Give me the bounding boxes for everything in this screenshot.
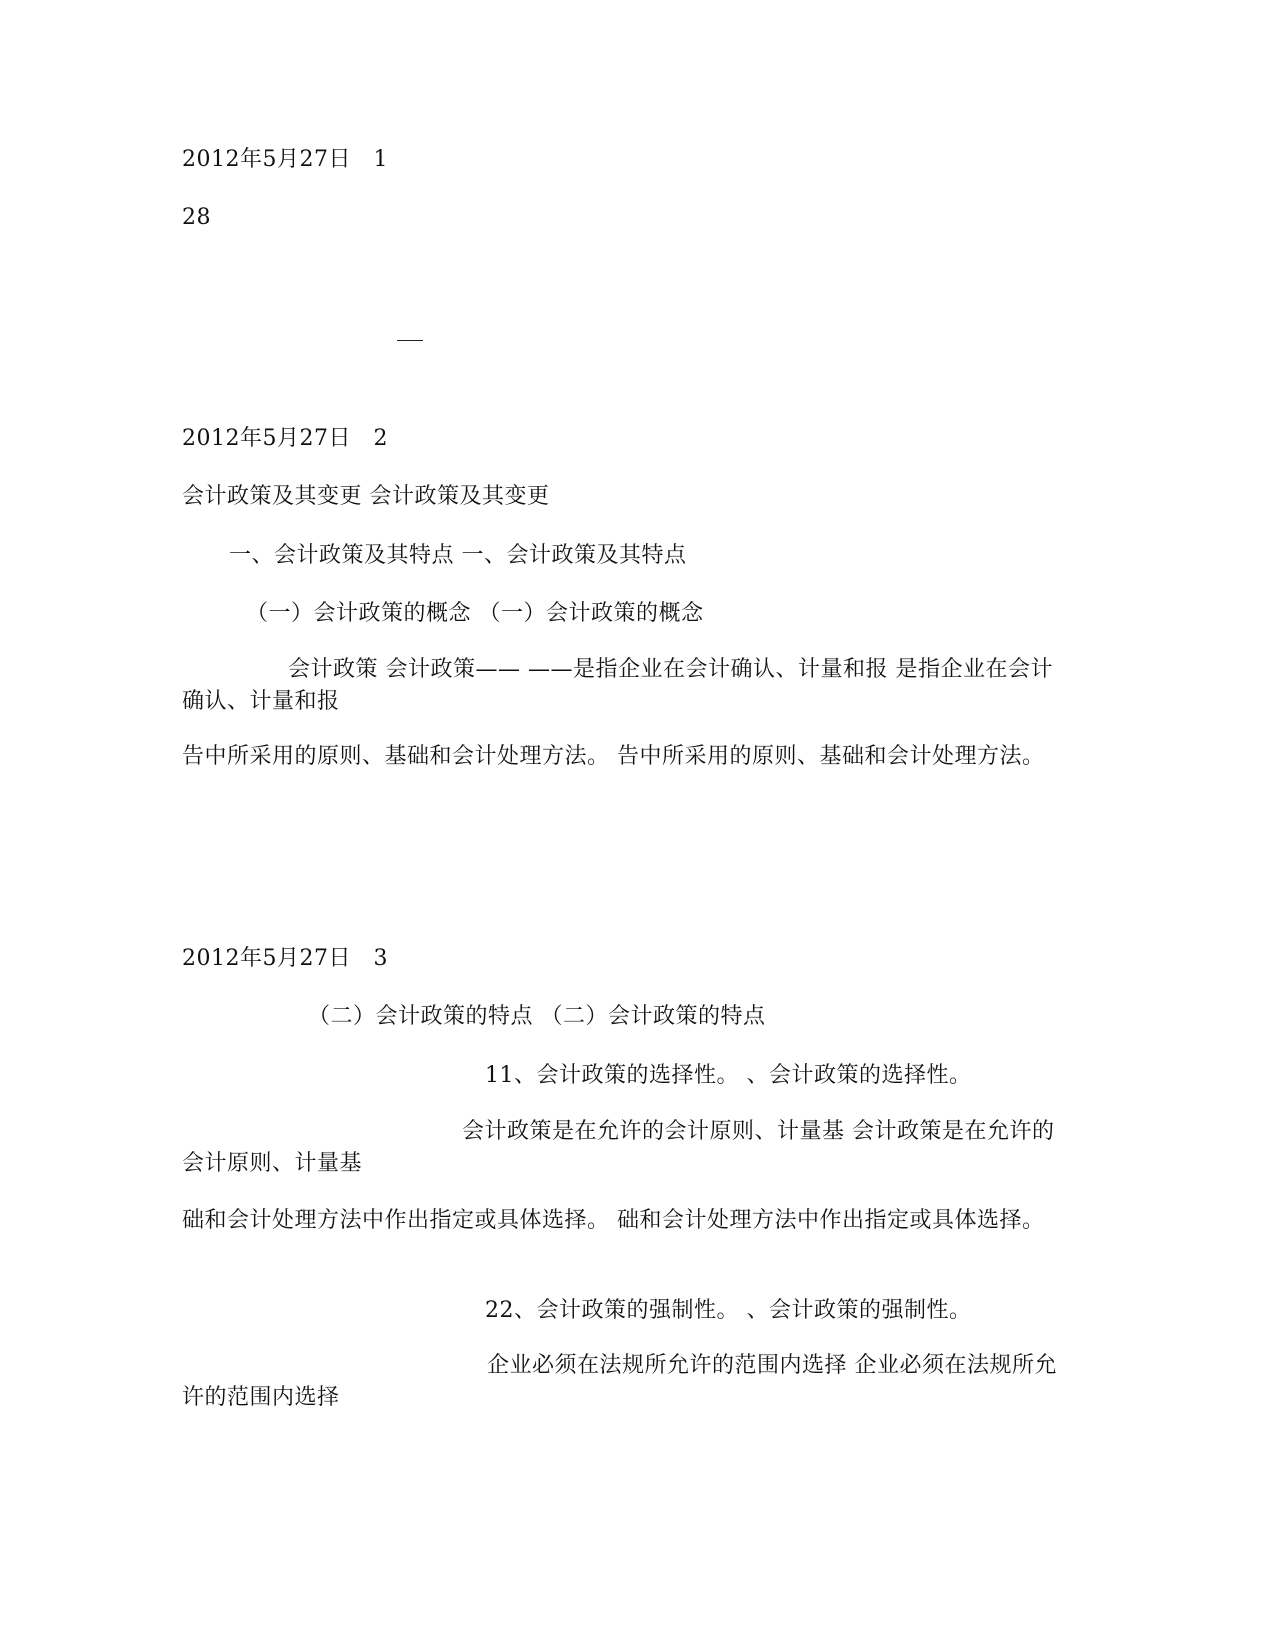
slide-1-dash [397,340,423,341]
point-1-body-1: 会计政策是在允许的会计原则、计量基 会计政策是在允许的会计原则、计量基 [182,1119,1055,1176]
definition-paragraph-2: 告中所采用的原则、基础和会计处理方法。 告中所采用的原则、基础和会计处理方法。 [182,744,1045,769]
slide-3-header: 2012年5月27日 3 [182,946,388,971]
subsection-heading-features: （二）会计政策的特点 （二）会计政策的特点 [308,1004,766,1029]
point-1-title: 11、会计政策的选择性。 、会计政策的选择性。 [485,1063,972,1088]
point-2-title: 22、会计政策的强制性。 、会计政策的强制性。 [485,1298,972,1323]
slide-2-header: 2012年5月27日 2 [182,426,388,451]
slide-1-header: 2012年5月27日 1 [182,147,388,172]
definition-paragraph-1: 会计政策 会计政策—— ——是指企业在会计确认、计量和报 是指企业在会计确认、计量和报 [182,657,1053,714]
slide-1-number: 28 [182,205,211,230]
slide-2-title: 会计政策及其变更 会计政策及其变更 [182,484,550,509]
point-2-body-1: 企业必须在法规所允许的范围内选择 企业必须在法规所允许的范围内选择 [182,1353,1057,1410]
subsection-heading-concept: （一）会计政策的概念 （一）会计政策的概念 [246,601,704,626]
point-1-body-2: 础和会计处理方法中作出指定或具体选择。 础和会计处理方法中作出指定或具体选择。 [182,1208,1045,1233]
section-heading-1: 一、会计政策及其特点 一、会计政策及其特点 [229,543,687,568]
